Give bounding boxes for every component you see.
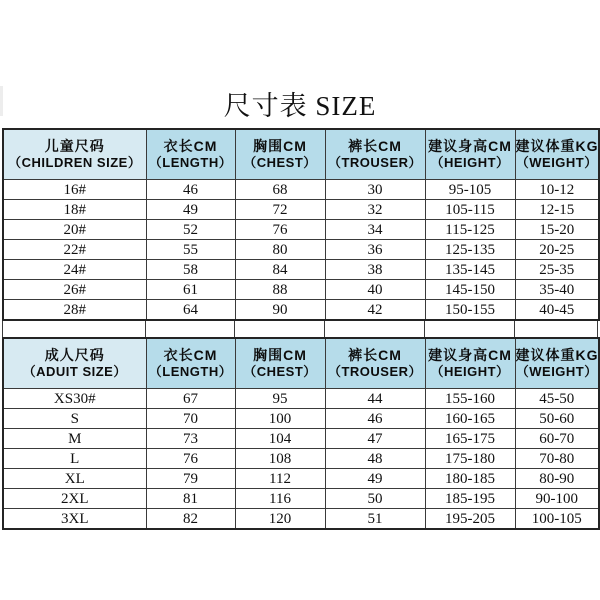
chest-cell: 68: [235, 180, 325, 200]
trouser-cell: 36: [325, 240, 425, 260]
table-row: [3, 429, 599, 449]
height-cell: 150-155: [425, 300, 515, 321]
size-label-cell: S: [3, 409, 146, 429]
chest-cell: 95: [235, 389, 325, 409]
header-label-en: （HEIGHT）: [430, 155, 510, 170]
weight-cell: 60-70: [515, 429, 599, 449]
weight-cell: 10-12: [515, 180, 599, 200]
column-header-chest: [235, 129, 325, 180]
header-label-cn: 胸围CM: [253, 347, 307, 363]
chest-cell: 76: [235, 220, 325, 240]
gap-divider-tick: [145, 321, 146, 337]
column-header-length: [146, 338, 235, 389]
weight-cell: 45-50: [515, 389, 599, 409]
size-label-cell: 2XL: [3, 489, 146, 509]
length-cell: 67: [146, 389, 235, 409]
header-label-cn: 成人尺码: [44, 347, 105, 363]
trouser-cell: 46: [325, 409, 425, 429]
size-label-cell: 3XL: [3, 509, 146, 530]
adult-header-row: [3, 338, 599, 389]
table-row: [3, 200, 599, 220]
trouser-cell: 34: [325, 220, 425, 240]
weight-cell: 25-35: [515, 260, 599, 280]
size-tables: [2, 128, 598, 530]
length-cell: 55: [146, 240, 235, 260]
height-cell: 185-195: [425, 489, 515, 509]
weight-cell: 50-60: [515, 409, 599, 429]
chest-cell: 90: [235, 300, 325, 321]
chest-cell: 80: [235, 240, 325, 260]
column-header-height: [425, 129, 515, 180]
chest-cell: 116: [235, 489, 325, 509]
header-label-en: （CHILDREN SIZE）: [8, 155, 142, 170]
header-label-cn: 儿童尺码: [44, 138, 105, 154]
chest-cell: 112: [235, 469, 325, 489]
size-label-cell: XL: [3, 469, 146, 489]
size-label-cell: 24#: [3, 260, 146, 280]
length-cell: 64: [146, 300, 235, 321]
trouser-cell: 30: [325, 180, 425, 200]
trouser-cell: 32: [325, 200, 425, 220]
header-label-en: （WEIGHT）: [515, 364, 598, 379]
weight-cell: 15-20: [515, 220, 599, 240]
column-header-trouser: [325, 338, 425, 389]
length-cell: 70: [146, 409, 235, 429]
header-label-en: （ADUIT SIZE）: [22, 364, 127, 379]
gap-divider-tick: [424, 321, 425, 337]
gap-divider-tick: [234, 321, 235, 337]
size-label-cell: L: [3, 449, 146, 469]
height-cell: 180-185: [425, 469, 515, 489]
children-header-row: [3, 129, 599, 180]
length-cell: 61: [146, 280, 235, 300]
table-row: [3, 469, 599, 489]
height-cell: 195-205: [425, 509, 515, 530]
chest-cell: 72: [235, 200, 325, 220]
size-label-cell: XS30#: [3, 389, 146, 409]
page-title: 尺寸表 SIZE: [223, 91, 377, 121]
header-label-en: （TROUSER）: [327, 155, 423, 170]
table-row: [3, 389, 599, 409]
weight-cell: 40-45: [515, 300, 599, 321]
header-label-en: （LENGTH）: [148, 155, 233, 170]
table-row: [3, 180, 599, 200]
table-gap-row: [2, 321, 598, 337]
header-label-cn: 建议身高CM: [428, 138, 512, 154]
length-cell: 82: [146, 509, 235, 530]
height-cell: 95-105: [425, 180, 515, 200]
size-label-cell: 28#: [3, 300, 146, 321]
adult-size-table: [2, 337, 600, 530]
gap-divider-tick: [597, 321, 598, 337]
table-row: [3, 489, 599, 509]
weight-cell: 90-100: [515, 489, 599, 509]
chest-cell: 120: [235, 509, 325, 530]
column-header-height: [425, 338, 515, 389]
table-row: [3, 240, 599, 260]
header-label-en: （LENGTH）: [148, 364, 233, 379]
size-label-cell: 16#: [3, 180, 146, 200]
size-label-cell: 20#: [3, 220, 146, 240]
weight-cell: 100-105: [515, 509, 599, 530]
chest-cell: 100: [235, 409, 325, 429]
trouser-cell: 48: [325, 449, 425, 469]
weight-cell: 35-40: [515, 280, 599, 300]
column-header-chest: [235, 338, 325, 389]
weight-cell: 80-90: [515, 469, 599, 489]
table-row: [3, 280, 599, 300]
header-label-cn: 建议体重KG: [515, 138, 599, 154]
height-cell: 155-160: [425, 389, 515, 409]
trouser-cell: 50: [325, 489, 425, 509]
chest-cell: 104: [235, 429, 325, 449]
height-cell: 145-150: [425, 280, 515, 300]
column-header-length: [146, 129, 235, 180]
height-cell: 125-135: [425, 240, 515, 260]
length-cell: 46: [146, 180, 235, 200]
header-label-cn: 建议身高CM: [428, 347, 512, 363]
size-label-cell: 18#: [3, 200, 146, 220]
table-row: [3, 449, 599, 469]
weight-cell: 20-25: [515, 240, 599, 260]
trouser-cell: 42: [325, 300, 425, 321]
height-cell: 105-115: [425, 200, 515, 220]
size-label-cell: M: [3, 429, 146, 449]
gap-divider-tick: [514, 321, 515, 337]
table-row: [3, 260, 599, 280]
table-row: [3, 509, 599, 530]
weight-cell: 70-80: [515, 449, 599, 469]
column-header-children-size: [3, 129, 146, 180]
column-header-weight: [515, 129, 599, 180]
size-label-cell: 22#: [3, 240, 146, 260]
trouser-cell: 51: [325, 509, 425, 530]
chest-cell: 88: [235, 280, 325, 300]
gap-divider-tick: [324, 321, 325, 337]
adult-table-body: [3, 389, 599, 530]
header-label-cn: 裤长CM: [348, 347, 402, 363]
length-cell: 58: [146, 260, 235, 280]
column-header-adult-size: [3, 338, 146, 389]
length-cell: 81: [146, 489, 235, 509]
table-row: [3, 220, 599, 240]
trouser-cell: 47: [325, 429, 425, 449]
header-label-cn: 裤长CM: [348, 138, 402, 154]
table-row: [3, 300, 599, 321]
header-label-en: （TROUSER）: [327, 364, 423, 379]
trouser-cell: 38: [325, 260, 425, 280]
size-label-cell: 26#: [3, 280, 146, 300]
table-row: [3, 409, 599, 429]
length-cell: 79: [146, 469, 235, 489]
chest-cell: 84: [235, 260, 325, 280]
length-cell: 52: [146, 220, 235, 240]
trouser-cell: 44: [325, 389, 425, 409]
column-header-weight: [515, 338, 599, 389]
weight-cell: 12-15: [515, 200, 599, 220]
header-label-en: （HEIGHT）: [430, 364, 510, 379]
height-cell: 135-145: [425, 260, 515, 280]
length-cell: 76: [146, 449, 235, 469]
length-cell: 49: [146, 200, 235, 220]
header-label-cn: 胸围CM: [253, 138, 307, 154]
column-header-trouser: [325, 129, 425, 180]
header-label-en: （WEIGHT）: [515, 155, 598, 170]
header-label-en: （CHEST）: [243, 155, 317, 170]
trouser-cell: 49: [325, 469, 425, 489]
height-cell: 175-180: [425, 449, 515, 469]
gap-divider-tick: [2, 321, 3, 337]
chest-cell: 108: [235, 449, 325, 469]
children-size-table: [2, 128, 600, 321]
height-cell: 165-175: [425, 429, 515, 449]
header-label-cn: 衣长CM: [163, 347, 218, 363]
header-label-en: （CHEST）: [243, 364, 317, 379]
children-table-body: [3, 180, 599, 321]
length-cell: 73: [146, 429, 235, 449]
header-label-cn: 建议体重KG: [515, 347, 599, 363]
height-cell: 115-125: [425, 220, 515, 240]
header-label-cn: 衣长CM: [163, 138, 218, 154]
trouser-cell: 40: [325, 280, 425, 300]
height-cell: 160-165: [425, 409, 515, 429]
